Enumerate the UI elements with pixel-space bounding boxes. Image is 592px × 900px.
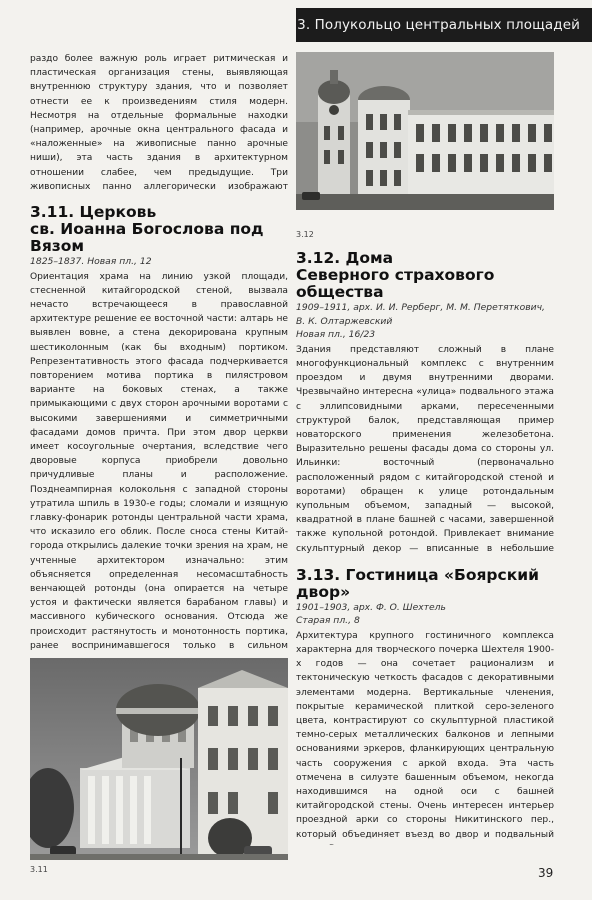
section-312-body: Здания представляют сложный в плане многофункциональный комплекс с внутренним проездом и двумя внутренними дворами. Чрезвычайно интересна «улица» подвального этажа с эллипсовидными арками, пересеченными структурой балок, представляющая пример новаторского применения железобетона. Выразительно решены фасады дома со стороны ул. Ильинки: восточный (первоначально расположенный рядом с китайгородской стеной и воротами) обращен к улице ротондальным купольным объемом, западный — высокой, квадратной в плане башней с часами, завершенной также купольной ротондой. Привлекает внимание скульптурный декор — вписанные в небольшие <box>296 344 554 554</box>
chapter-header <box>296 8 592 42</box>
section-312-title-line1: 3.12. Дома <box>296 249 394 268</box>
section-313-title: 3.13. Гостиница «Боярский двор» <box>296 565 539 601</box>
page-number: 39 <box>538 866 554 880</box>
left-column <box>30 52 288 877</box>
church-photo-image <box>30 658 288 860</box>
insurance-building-photo-image <box>296 52 554 210</box>
section-313-heading <box>296 567 554 628</box>
section-311-title-line1: 3.11. Церковь <box>30 203 157 221</box>
right-column <box>296 52 554 845</box>
section-313-address: Старая пл., 8 <box>296 615 360 627</box>
photo-church <box>30 658 288 860</box>
section-313-dates: 1901–1903, арх. Ф. О. Шехтель <box>296 601 446 613</box>
section-312-heading <box>296 250 554 342</box>
section-313-body: Архитектура крупного гостиничного комплекса характерна для творческого почерка Шехтеля 1900-х годов — она сочетает рационализм и тектоническую четкость фасадов с декоративными элементами модерна. Вертикальные членения, покрытые керамической плиткой серо-зеленого цвета, контрастируют со скульптурной пластикой темно-серых металлических балконов и лепными основаниями эркеров, фланкирующих центральную часть сооружения с аркой входа. Эта часть отмечена в силуэте башенным объемом, некогда находившимся на одной оси с башней китайгородской стены. Очень интересен интерьер проездной арки со стороны Никитинского пер., который объединяет въезд во двор и подвальный <box>296 630 554 840</box>
section-312-dates-line1: 1909–1911, арх. И. И. Рерберг, М. М. Перетяткович, <box>296 302 545 314</box>
photo-311-caption: 3.11 <box>30 864 48 874</box>
section-311-body: Ориентация храма на линию узкой площади, стесненной китайгородской стеной, вызвала нечасто встречающееся в православной архитектуре решение ее восточной части: алтарь не выявлен вовне, а стена декорирована крупным шестиколонным (как бы входным) портиком. Репрезентативность этого фасада подчеркивается повторением мотива портика в пилястровом варианте на боковых стенах, а также примыкающими с двух сторон арочными воротами с высокими завершениями и симметричными фасадами домов причта. При этом двор церкви имеет косоугольные очертания, вследствие чего дворовые корпуса приобрели довольно причудливые планы и расположение. Позднеампирная колокольня с западной стороны утратила шпиль в 1930-е годы; сломали и изящную главку-фонарик ротонды центральной части храма, что исказило его облик. После сноса стены Китай-города открылись далекие точки зрения на храм, не учтенные архитектором изначально: этим объясняется определенная несомасштабность венчающей ротонды (она опирается на четыре устоя и фактически является барабаном главы) и массивного кубического основания. Отсюда же происходит растянутость и монотонность портика, ранее воспринимавшегося только в сильном <box>30 271 288 651</box>
section-311-heading <box>30 204 288 269</box>
chapter-title: 3. Полукольцо центральных площадей <box>297 17 580 33</box>
section-311-title-line2: св. Иоанна Богослова под Вязом <box>30 220 264 255</box>
section-312-address: Новая пл., 16/23 <box>296 329 376 341</box>
photo-insurance-building <box>296 52 554 210</box>
section-312-title-line2: Северного страхового общества <box>296 266 495 302</box>
photo-312-caption: 3.12 <box>296 230 314 239</box>
section-311-dates: 1825–1837. Новая пл., 12 <box>30 256 152 267</box>
intro-paragraph: раздо более важную роль играет ритмическая и пластическая организация стены, выявляющая внутреннюю структуру здания, что и позволяет отнести ее к произведениям стиля модерн. Несмотря на отдельные формальные находки (например, арочные окна центрального фасада и «наложенные» на живописные панно арочные ниши), эта часть здания в архитектурном отношении слабее, чем предыдущие. Три живописных панно аллегорически изображают <box>30 54 288 192</box>
section-312-dates-line2: В. К. Олтаржевский <box>296 315 393 327</box>
